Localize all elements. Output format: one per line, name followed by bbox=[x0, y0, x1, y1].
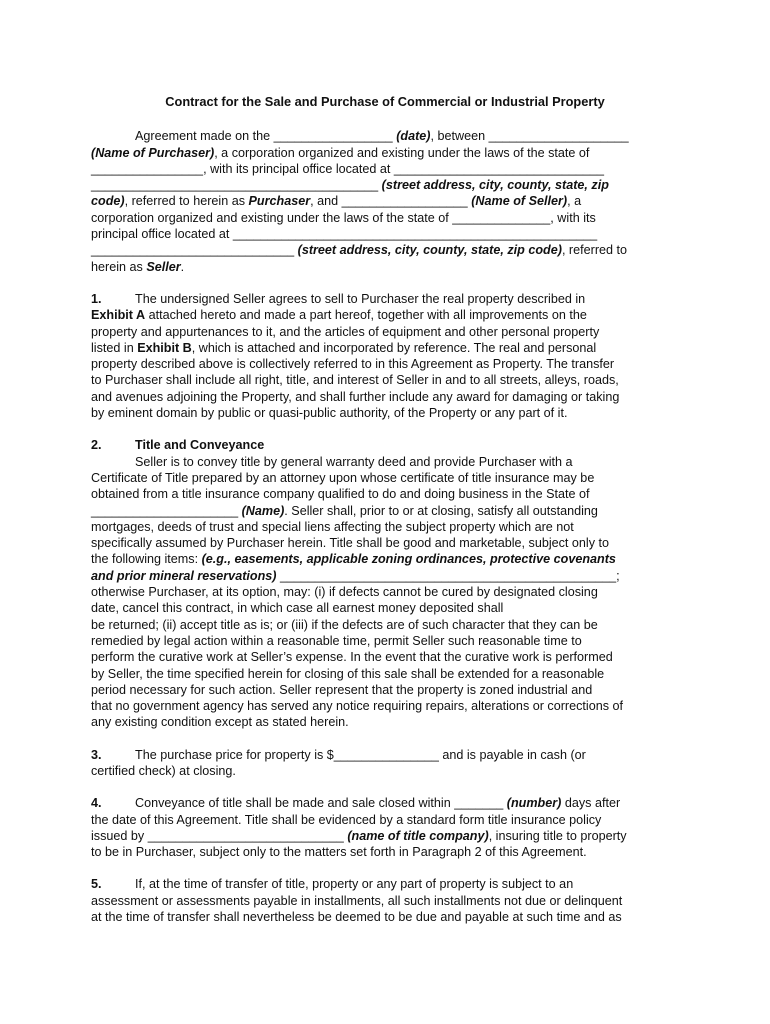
text: _________________________________________ bbox=[91, 178, 382, 193]
date-field-label: (date) bbox=[396, 129, 431, 144]
section-number: 3. bbox=[91, 747, 102, 762]
text: the date of this Agreement. Title shall be evidenced by a standard form title insurance policy bbox=[91, 812, 602, 827]
state-name-label: (Name) bbox=[241, 503, 285, 518]
document-page bbox=[91, 94, 679, 925]
text: perform the curative work at Seller’s expense. In the event that the curative work is performed bbox=[91, 650, 613, 665]
text: by eminent domain by public or quasi-public authority, of the Property or any part of it. bbox=[91, 406, 568, 421]
section-2 bbox=[91, 437, 679, 730]
text: period necessary for such action. Seller represent that the property is zoned industrial and bbox=[91, 682, 593, 697]
text: , referred to herein as bbox=[124, 194, 249, 209]
text: _____________________ bbox=[91, 503, 242, 518]
text: If, at the time of transfer of title, property or any part of property is subject to an bbox=[135, 877, 574, 892]
section-1 bbox=[91, 291, 679, 421]
text: any existing condition except as stated herein. bbox=[91, 715, 349, 730]
text: , which is attached and incorporated by reference. The real and personal bbox=[191, 340, 597, 355]
seller-term: Seller bbox=[146, 259, 181, 274]
text: , and __________________ bbox=[310, 194, 472, 209]
text: , between ____________________ bbox=[430, 129, 629, 144]
text: corporation organized and existing under the laws of the state of ______________, with its bbox=[91, 210, 596, 225]
text: principal office located at ____________________________________________________ bbox=[91, 227, 598, 242]
text: Seller is to convey title by general warranty deed and provide Purchaser with a bbox=[135, 454, 573, 469]
text: mortgages, deeds of trust and special liens affecting the subject property which are not bbox=[91, 519, 574, 534]
text: . Seller shall, prior to or at closing, satisfy all outstanding bbox=[284, 503, 598, 518]
text: , referred to bbox=[561, 243, 628, 258]
section-number: 2. bbox=[91, 438, 102, 453]
exhibit-b-ref: Exhibit B bbox=[137, 340, 192, 355]
purchaser-name-label: (Name of Purchaser) bbox=[91, 145, 215, 160]
text: be returned; (ii) accept title as is; or (iii) if the defects are of such character that they can be bbox=[91, 617, 598, 632]
address-label: (street address, city, county, state, zip bbox=[381, 178, 609, 193]
section-heading: Title and Conveyance bbox=[135, 438, 265, 453]
text: . bbox=[180, 259, 185, 274]
text: assessment or assessments payable in installments, all such installments not due or delinquent bbox=[91, 893, 623, 908]
text: remedied by legal action within a reasonable time, permit Seller such reasonable time to bbox=[91, 633, 582, 648]
text: to be in Purchaser, subject only to the matters set forth in Paragraph 2 of this Agreement. bbox=[91, 845, 587, 860]
text: listed in bbox=[91, 340, 138, 355]
section-number: 5. bbox=[91, 877, 102, 892]
text: Agreement made on the _________________ bbox=[135, 129, 397, 144]
text: Certificate of Title prepared by an attorney upon whose certificate of title insurance may be bbox=[91, 470, 595, 485]
text: issued by ____________________________ bbox=[91, 828, 348, 843]
section-5 bbox=[91, 876, 679, 925]
text: the following items: bbox=[91, 552, 202, 567]
text: Conveyance of title shall be made and sale closed within _______ bbox=[135, 796, 507, 811]
text: , a corporation organized and existing under the laws of the state of bbox=[214, 145, 590, 160]
address-label: (street address, city, county, state, zip code) bbox=[297, 243, 562, 258]
text: obtained from a title insurance company qualified to do and doing business in the State of bbox=[91, 487, 590, 502]
text: ________________________________________________; bbox=[276, 568, 620, 583]
section-3 bbox=[91, 747, 679, 780]
text: by Seller, the time specified herein for closing of this sale shall be extended for a reasonable bbox=[91, 666, 605, 681]
exceptions-label-cont: and prior mineral reservations) bbox=[91, 568, 277, 583]
text: The undersigned Seller agrees to sell to Purchaser the real property described in bbox=[135, 291, 586, 306]
section-number: 1. bbox=[91, 291, 102, 306]
intro-paragraph bbox=[91, 128, 679, 275]
exhibit-a-ref: Exhibit A bbox=[91, 308, 146, 323]
text: at the time of transfer shall nevertheless be deemed to be due and payable at such time and as bbox=[91, 910, 622, 925]
purchaser-term: Purchaser bbox=[248, 194, 311, 209]
address-label-cont: code) bbox=[91, 194, 125, 209]
text: attached hereto and made a part hereof, together with all improvements on the bbox=[145, 308, 587, 323]
text: , a bbox=[567, 194, 582, 209]
text: property described above is collectively referred to in this Agreement as Property. The transfer bbox=[91, 357, 615, 372]
text: date, cancel this contract, in which case all earnest money deposited shall bbox=[91, 601, 504, 616]
title-company-label: (name of title company) bbox=[347, 828, 489, 843]
text: days after bbox=[561, 796, 621, 811]
exceptions-label: (e.g., easements, applicable zoning ordinances, protective covenants bbox=[201, 552, 616, 567]
text: property and appurtenances to it, and the articles of equipment and other personal property bbox=[91, 324, 600, 339]
section-number: 4. bbox=[91, 796, 102, 811]
seller-name-label: (Name of Seller) bbox=[471, 194, 568, 209]
text: ________________, with its principal office located at ______________________________ bbox=[91, 161, 605, 176]
text: otherwise Purchaser, at its option, may: (i) if defects cannot be cured by designated closing bbox=[91, 585, 598, 600]
text: herein as bbox=[91, 259, 147, 274]
text: to Purchaser shall include all right, title, and interest of Seller in and to all streets, alleys, roads, bbox=[91, 373, 619, 388]
document-title: Contract for the Sale and Purchase of Commercial or Industrial Property bbox=[165, 94, 605, 109]
section-4 bbox=[91, 795, 679, 860]
text: _____________________________ bbox=[91, 243, 298, 258]
number-label: (number) bbox=[506, 796, 562, 811]
text: specifically assumed by Purchaser herein. Title shall be good and marketable, subject only to bbox=[91, 536, 610, 551]
text: The purchase price for property is $_______________ and is payable in cash (or bbox=[135, 747, 586, 762]
text: and avenues adjoining the Property, and shall further include any award for damaging or taking bbox=[91, 389, 620, 404]
text: , insuring title to property bbox=[488, 828, 627, 843]
text: certified check) at closing. bbox=[91, 763, 236, 778]
text: that no government agency has served any notice requiring repairs, alterations or corrections of bbox=[91, 699, 624, 714]
